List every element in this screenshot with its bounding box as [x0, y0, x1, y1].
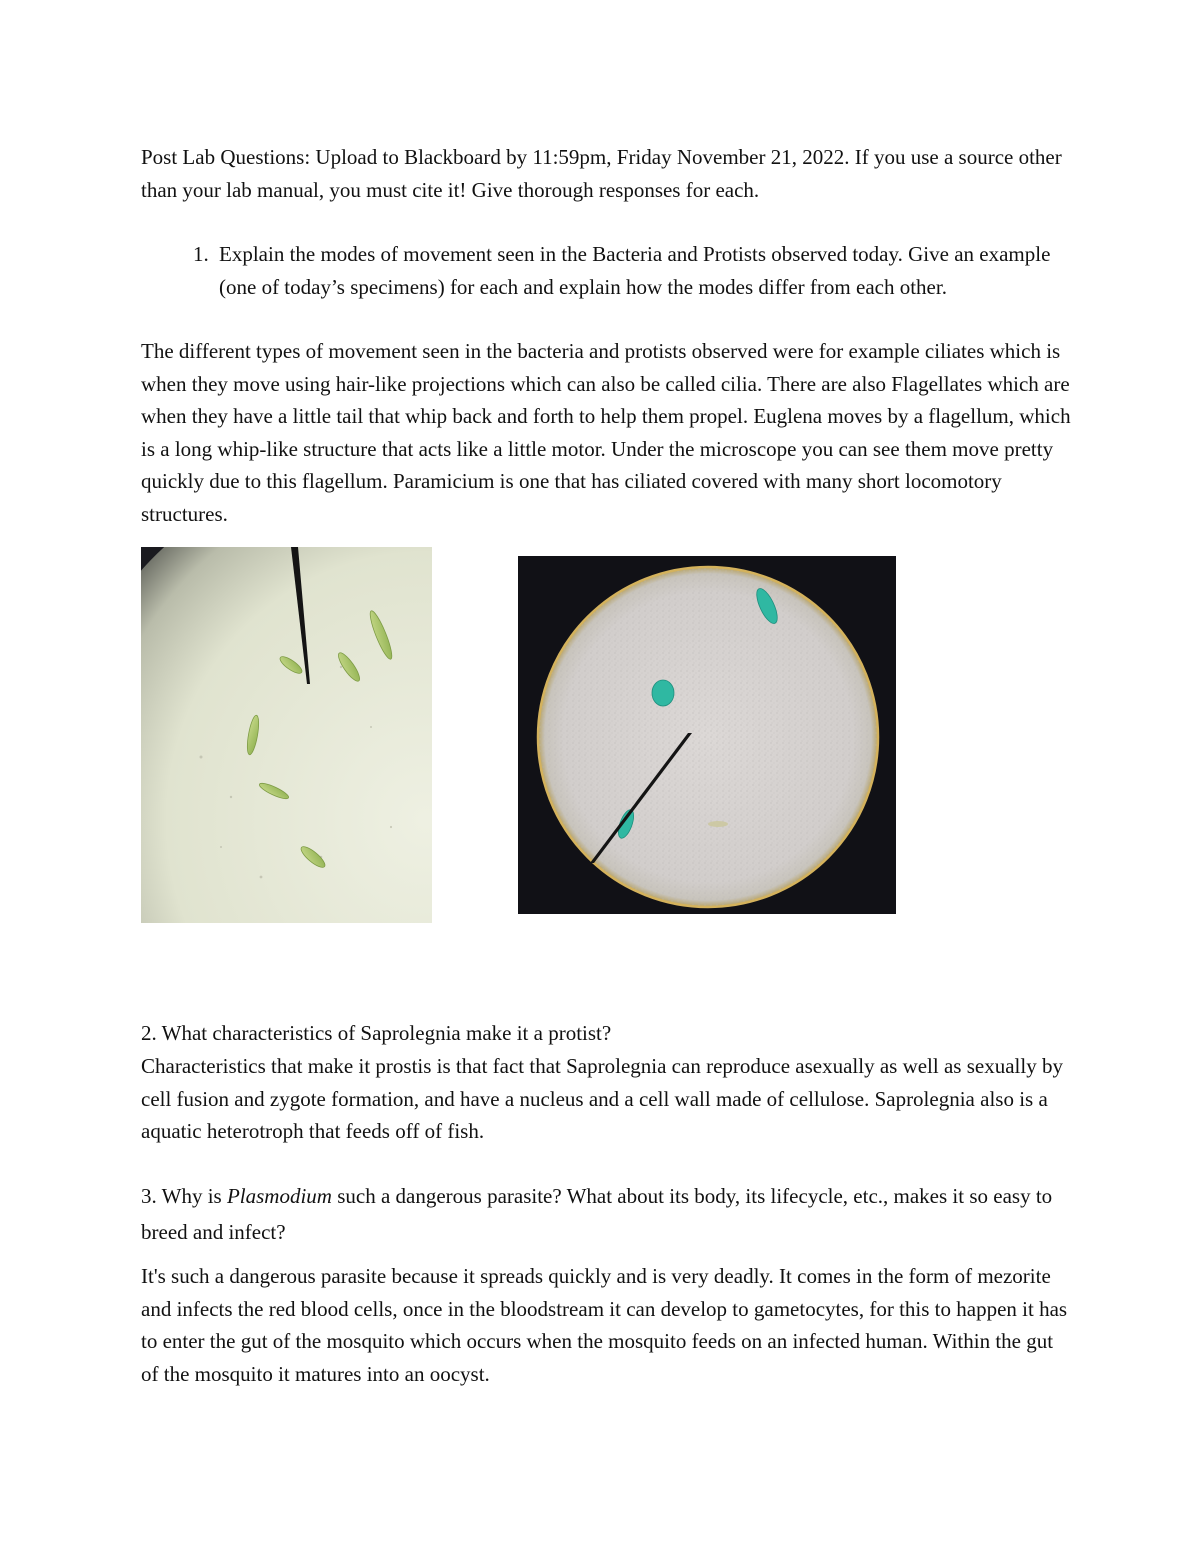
- question-1: [193, 238, 1063, 303]
- stained-protist-micrograph-graphic: [518, 556, 896, 914]
- stained-protist-micrograph: [518, 556, 896, 914]
- answer-2-paragraph: Characteristics that make it prostis is that fact that Saprolegnia can reproduce asexually as well as sexually by cell fusion and zygote formation, and have a nucleus and a cell wall made of cellulose. Saprolegnia also is a aquatic heterotroph that feeds off of fish.: [141, 1054, 1063, 1143]
- question-1-number: 1.: [193, 242, 209, 266]
- instructions-paragraph: Post Lab Questions: Upload to Blackboard by 11:59pm, Friday November 21, 2022. If you use a source other than your lab manual, you must cite it! Give thorough responses for each.: [141, 145, 1062, 202]
- euglena-micrograph: [141, 547, 432, 923]
- question-3: [141, 1178, 1071, 1250]
- euglena-micrograph-graphic: [141, 547, 432, 923]
- answer-1-paragraph: The different types of movement seen in the bacteria and protists observed were for example ciliates which is when they move using hair-like projections which can also be called cilia. There are also Flagellates which are when they have a little tail that whip back and forth to help them propel. Euglena moves by a flagellum, which is a long whip-like structure that acts like a little motor. Under the microscope you can see them move pretty quickly due to this flagellum. Paramicium is one that has ciliated covered with many short locomotory structures.: [141, 339, 1071, 526]
- question-3-prefix: 3. Why is: [141, 1184, 227, 1208]
- question-1-text: Explain the modes of movement seen in the Bacteria and Protists observed today. Give an example (one of today’s specimens) for each and explain how the modes differ from each other.: [219, 242, 1051, 299]
- question-3-suffix: such a dangerous parasite? What about its body, its lifecycle, etc., makes it so easy to breed and infect?: [141, 1184, 1053, 1244]
- question-2: 2. What characteristics of Saprolegnia make it a protist?: [141, 1021, 612, 1045]
- question-3-emphasis: Plasmodium: [226, 1184, 332, 1208]
- answer-3-paragraph: It's such a dangerous parasite because it spreads quickly and is very deadly. It comes in the form of mezorite and infects the red blood cells, once in the bloodstream it can develop to gametocytes, for this to happen it has to enter the gut of the mosquito which occurs when the mosquito feeds on an infected human. Within the gut of the mosquito it matures into an oocyst.: [141, 1264, 1068, 1386]
